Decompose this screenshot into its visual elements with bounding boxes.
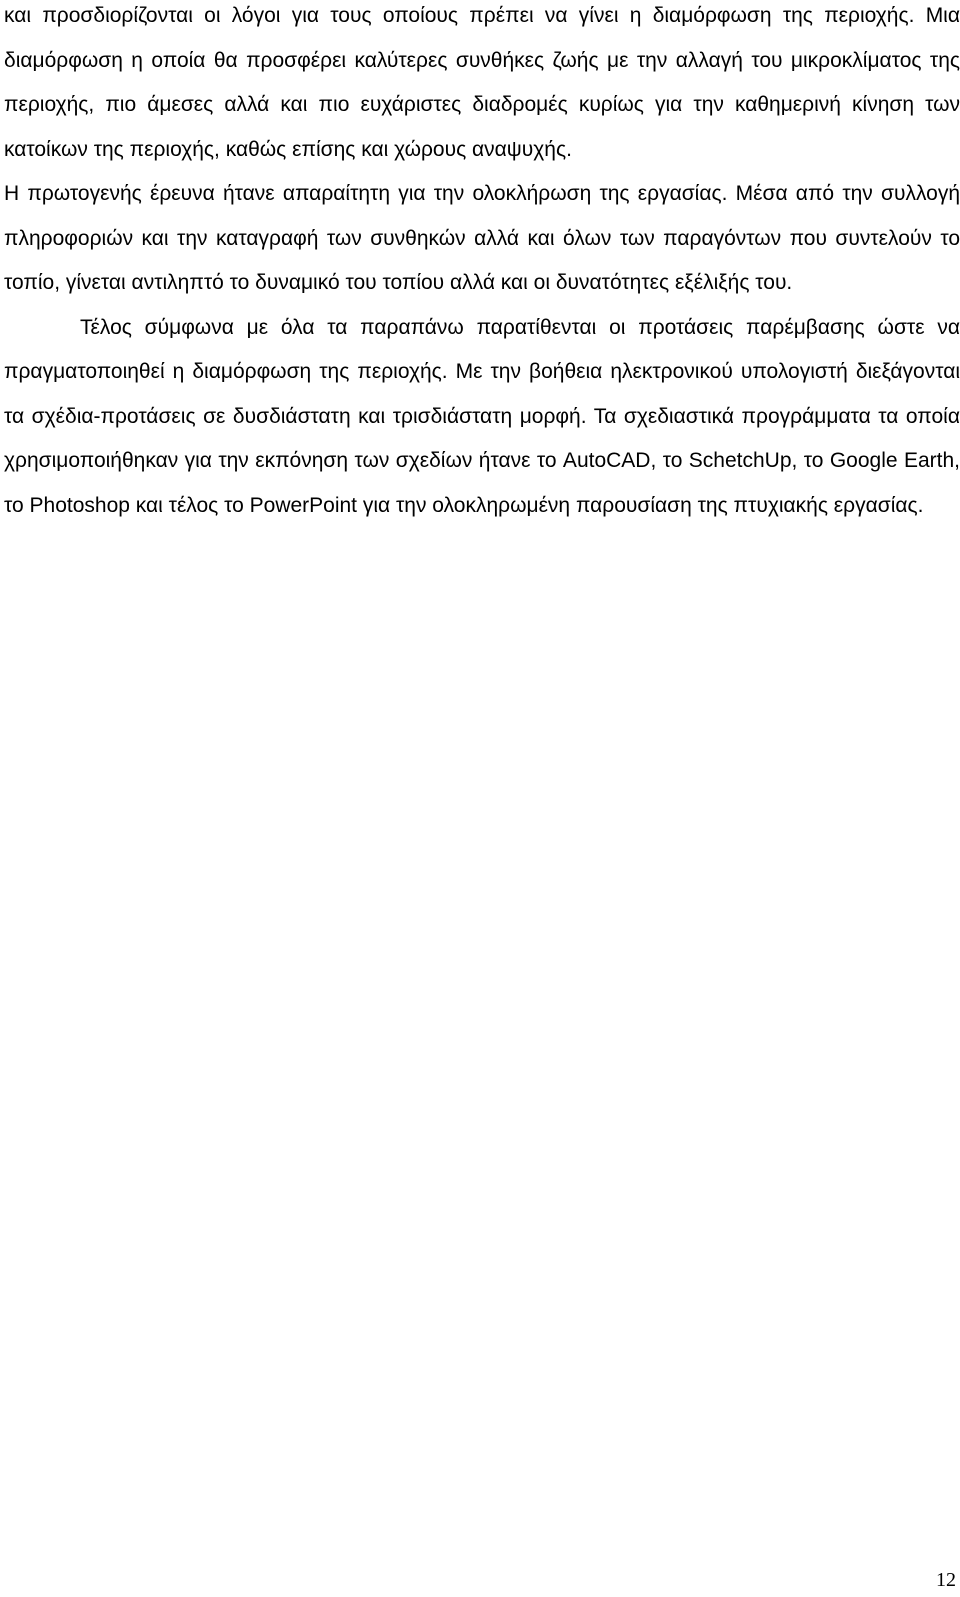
paragraph-intro: και προσδιορίζονται οι λόγοι για τους οποίους πρέπει να γίνει η διαμόρφωση της περιοχής. Μια διαμόρφωση η οποία θα προσφέρει καλύτερες συνθήκες ζωής με την αλλαγή του μικροκλίματος της περιοχής, πιο άμεσες αλλά και πιο ευχάριστες διαδρομές κυρίως για την καθημερινή κίνηση των κατοίκων της περιοχής, καθώς επίσης και χώρους αναψυχής. [4,4,960,161]
page-number: 12 [936,1569,956,1591]
paragraph-conclusion: Τέλος σύμφωνα με όλα τα παραπάνω παρατίθενται οι προτάσεις παρέμβασης ώστε να πραγματοποιηθεί η διαμόρφωση της περιοχής. Με την βοήθεια ηλεκτρονικού υπολογιστή διεξάγονται τα σχέδια-προτάσεις σε δυσδιάστατη και τρισδιάστατη μορφή. Τα σχεδιαστικά προγράμματα τα οποία χρησιμοποιήθηκαν για την εκπόνηση των σχεδίων ήτανε το AutoCAD, το SchetchUp, το Google Earth, το Photoshop και τέλος το PowerPoint για την ολοκληρωμένη παρουσίαση της πτυχιακής εργασίας. [4,315,960,517]
body-text [4,0,960,528]
paragraph-research: Η πρωτογενής έρευνα ήτανε απαραίτητη για την ολοκλήρωση της εργασίας. Μέσα από την συλλογή πληροφοριών και την καταγραφή των συνθηκών αλλά και όλων των παραγόντων που συντελούν το τοπίο, γίνεται αντιληπτό το δυναμικό του τοπίου αλλά και οι δυνατότητες εξέλιξής του. [4,182,960,294]
